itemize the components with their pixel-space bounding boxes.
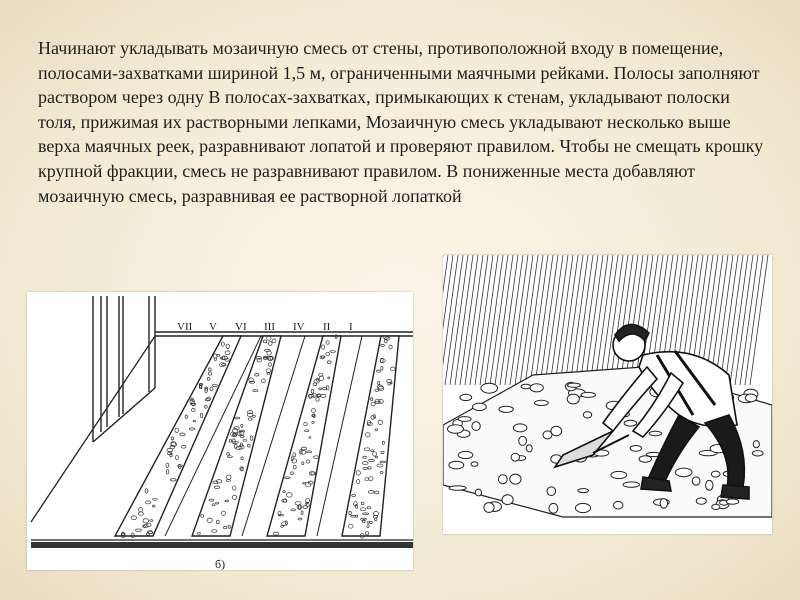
mosaic-stone	[458, 417, 471, 422]
strip-label: VI	[235, 321, 247, 333]
hatch-line	[490, 255, 508, 385]
mosaic-stone	[521, 384, 531, 389]
figure-caption: б)	[215, 557, 226, 570]
mosaic-stone	[706, 480, 713, 490]
mosaic-stone	[675, 468, 692, 477]
mosaic-stone	[567, 383, 580, 387]
hatch-line	[565, 255, 583, 385]
strip-label: III	[264, 321, 275, 333]
hatch-line	[530, 255, 548, 385]
hatch-line	[520, 255, 538, 385]
body-paragraph: Начинают укладывать мозаичную смесь от стены, противоположной входу в помещение, полосами-захватками шириной 1,5 м, ограниченными маячными рейками. Полосы заполняют раствором через одну В полосах-захватках, примыкающих к стенам, укладывают полоски толя, прижимая их растворными лепками, Мозаичную смесь укладывают несколько выше верха маячных реек, разравнивают лопатой и проверяют правилом. Чтобы не смещать крошку крупной фракции, смесь не разравнивают правилом. В пониженные места добавляют мозаичную смесь, разравнивая ее растворной лопаткой	[38, 38, 764, 206]
hatch-line	[545, 255, 563, 385]
hatch-line	[495, 255, 513, 385]
worker-illustration	[443, 255, 772, 534]
mosaic-stone	[535, 400, 549, 405]
hatch-line	[475, 255, 493, 385]
mosaic-stone	[513, 424, 527, 432]
mosaic-stone	[472, 422, 480, 431]
worker-shoe-back	[721, 485, 749, 499]
mosaic-stone	[614, 501, 623, 509]
strip-layout-drawing	[27, 292, 413, 570]
mosaic-strip	[342, 336, 399, 536]
hatch-line	[550, 255, 568, 385]
hatch-line	[745, 255, 763, 385]
hatch-line	[750, 255, 768, 385]
mosaic-stone	[581, 392, 596, 397]
hatch-line	[470, 255, 488, 385]
mosaic-stone	[449, 486, 466, 490]
wall-hatching	[443, 255, 768, 385]
mosaic-stone	[449, 461, 464, 469]
hatch-line	[450, 255, 468, 385]
hatch-line	[555, 255, 573, 385]
floor-base-band	[31, 542, 413, 548]
mosaic-stone	[448, 425, 464, 434]
mosaic-stone	[575, 503, 590, 512]
mosaic-stone	[649, 431, 661, 435]
hatch-line	[595, 255, 613, 385]
strip-label: II	[323, 321, 331, 333]
hatch-line	[725, 255, 743, 385]
mosaic-stone	[460, 394, 472, 400]
strip-label: I	[349, 321, 353, 333]
mosaic-stone	[551, 426, 562, 435]
mosaic-stone	[458, 451, 473, 458]
mosaic-stone	[660, 499, 667, 509]
mosaic-stone	[712, 504, 720, 509]
mosaic-stone	[530, 384, 543, 392]
worker-drawing	[443, 255, 772, 534]
strip-label: VII	[177, 321, 193, 333]
hatch-line	[525, 255, 543, 385]
hatch-line	[610, 255, 628, 385]
hatch-line	[485, 255, 503, 385]
hatch-line	[445, 255, 463, 385]
mosaic-stone	[473, 403, 487, 410]
mosaic-stone	[696, 498, 706, 504]
hatch-line	[720, 255, 738, 385]
hatch-line	[600, 255, 618, 385]
mosaic-stone	[623, 482, 639, 487]
hatch-line	[480, 255, 498, 385]
mosaic-stone	[726, 499, 739, 504]
strip-layout-illustration	[27, 292, 413, 570]
hatch-line	[620, 255, 638, 385]
hatch-line	[585, 255, 603, 385]
hatch-line	[500, 255, 518, 385]
strip-label: V	[209, 321, 217, 333]
hatch-line	[735, 255, 753, 385]
mosaic-stone	[498, 475, 507, 484]
mosaic-stone	[549, 503, 558, 513]
hatch-line	[465, 255, 483, 385]
mosaic-strips	[115, 335, 399, 538]
mosaic-stone	[578, 489, 589, 493]
hatch-line	[575, 255, 593, 385]
hatch-line	[505, 255, 523, 385]
mosaic-stone	[511, 453, 519, 461]
mosaic-stone	[510, 474, 521, 484]
hatch-line	[560, 255, 578, 385]
hatch-line	[535, 255, 553, 385]
mosaic-stone	[567, 394, 579, 404]
mosaic-stone	[624, 420, 637, 426]
mosaic-stone	[583, 412, 591, 418]
mosaic-stone	[547, 487, 556, 496]
mosaic-stone	[481, 383, 498, 393]
mosaic-stone	[611, 471, 627, 478]
mosaic-stone	[630, 446, 641, 452]
hatch-line	[540, 255, 558, 385]
hatch-line	[740, 255, 758, 385]
strip-labels	[177, 321, 353, 333]
mosaic-stone	[692, 477, 700, 485]
hatch-line	[605, 255, 623, 385]
mosaic-stone	[519, 436, 527, 445]
hatch-line	[615, 255, 633, 385]
hatch-line	[455, 255, 473, 385]
mosaic-stone	[745, 394, 756, 402]
mosaic-stone	[711, 471, 720, 477]
mosaic-stone	[526, 445, 532, 452]
mosaic-stone	[502, 495, 513, 505]
hatch-line	[730, 255, 748, 385]
mosaic-stone	[471, 462, 478, 466]
hatch-line	[590, 255, 608, 385]
hatch-line	[515, 255, 533, 385]
mosaic-stone	[752, 451, 763, 456]
hatch-line	[580, 255, 598, 385]
hatch-line	[510, 255, 528, 385]
strip-label: IV	[293, 321, 305, 333]
hatch-line	[570, 255, 588, 385]
mosaic-stone	[753, 441, 759, 448]
mosaic-stone	[484, 503, 494, 513]
mosaic-stone	[475, 489, 481, 496]
mosaic-stone	[499, 406, 513, 412]
hatch-line	[460, 255, 478, 385]
